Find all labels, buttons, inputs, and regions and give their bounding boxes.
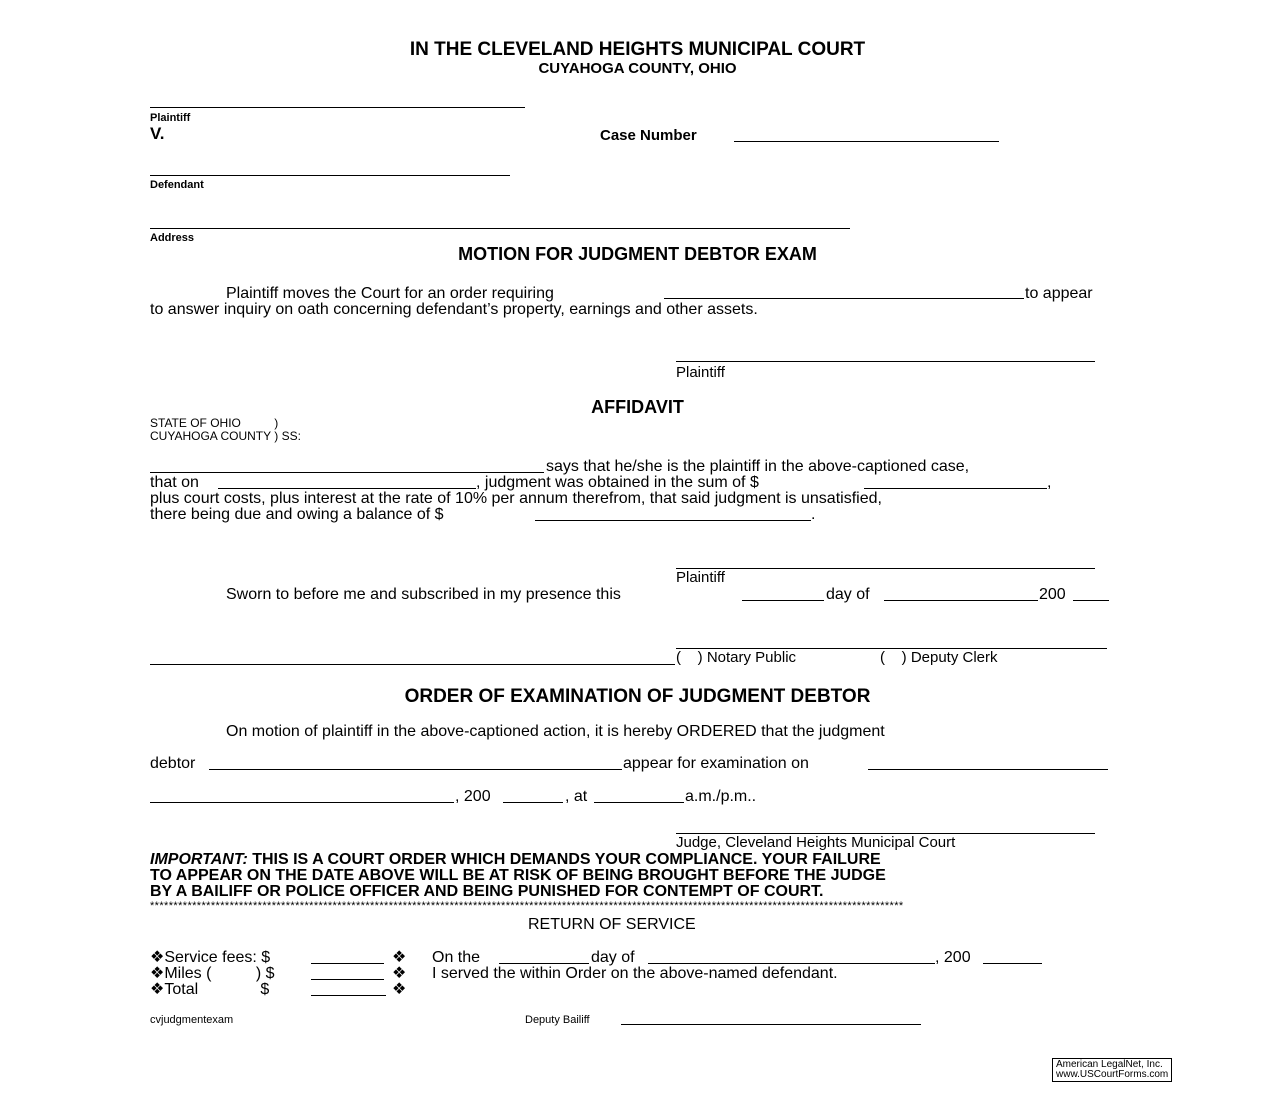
state-line: STATE OF OHIO )	[150, 416, 279, 430]
exam-date-continued-field[interactable]	[150, 802, 454, 803]
judgment-amount-field[interactable]	[864, 488, 1047, 489]
affidavit-signature-line[interactable]	[676, 568, 1095, 569]
address-label: Address	[150, 232, 195, 244]
service-fees-label: ❖Service fees: $	[150, 949, 271, 966]
deputy-clerk-option[interactable]: ( ) Deputy Clerk	[880, 649, 998, 666]
affidavit-line-2c: ,	[1047, 474, 1052, 491]
case-number-field[interactable]	[734, 141, 999, 142]
affidavit-title: AFFIDAVIT	[591, 397, 684, 417]
affidavit-line-2a: that on	[150, 474, 199, 491]
affidavit-line-4a: there being due and owing a balance of $	[150, 506, 444, 523]
return-of-service-title: RETURN OF SERVICE	[528, 916, 696, 933]
important-label: IMPORTANT:	[150, 851, 248, 868]
order-line-1: On motion of plaintiff in the above-captioned action, it is hereby ORDERED that the judgment	[226, 723, 885, 740]
order-debtor-label: debtor	[150, 755, 196, 772]
address-line[interactable]	[150, 228, 850, 229]
judge-label: Judge, Cleveland Heights Municipal Court	[676, 834, 956, 851]
motion-text-1: Plaintiff moves the Court for an order requiring	[226, 285, 554, 302]
order-ampm-text: a.m./p.m..	[685, 788, 757, 805]
sworn-month-field[interactable]	[884, 600, 1038, 601]
plaintiff-line[interactable]	[150, 107, 525, 108]
service-day-field[interactable]	[499, 963, 589, 964]
county-line: CUYAHOGA COUNTY ) SS:	[150, 429, 301, 443]
important-text-1: THIS IS A COURT ORDER WHICH DEMANDS YOUR COMPLIANCE. YOUR FAILURE	[252, 851, 881, 868]
respondent-field[interactable]	[664, 298, 1024, 299]
served-text: I served the within Order on the above-named defendant.	[432, 965, 838, 982]
deputy-bailiff-label: Deputy Bailiff	[525, 1014, 590, 1026]
miles-label: ❖Miles ( ) $	[150, 965, 275, 982]
bullet-3: ❖	[392, 981, 407, 998]
sworn-year-prefix: 200	[1039, 586, 1066, 603]
judgment-date-field[interactable]	[218, 488, 476, 489]
court-title: IN THE CLEVELAND HEIGHTS MUNICIPAL COURT	[409, 39, 866, 60]
sworn-year-field[interactable]	[1073, 600, 1109, 601]
bullet-2: ❖	[392, 965, 407, 982]
motion-signature-label: Plaintiff	[676, 364, 725, 381]
sworn-day-of: day of	[826, 586, 870, 603]
publisher-name: American LegalNet, Inc.	[1056, 1059, 1163, 1070]
order-appear-text: appear for examination on	[623, 755, 809, 772]
service-year-field[interactable]	[983, 963, 1042, 964]
total-field[interactable]	[311, 995, 386, 996]
defendant-line[interactable]	[150, 175, 510, 176]
bullet-1: ❖	[392, 949, 407, 966]
publisher-url: www.USCourtForms.com	[1056, 1069, 1169, 1080]
notary-public-option[interactable]: ( ) Notary Public	[676, 649, 797, 666]
motion-signature-line[interactable]	[676, 361, 1095, 362]
exam-date-field[interactable]	[868, 769, 1108, 770]
form-id: cvjudgmentexam	[150, 1014, 234, 1026]
order-at-text: , at	[565, 788, 588, 805]
exam-year-field[interactable]	[503, 802, 563, 803]
motion-text-1-end: to appear	[1025, 285, 1093, 302]
important-notice-line-3: BY A BAILIFF OR POLICE OFFICER AND BEING PUNISHED FOR CONTEMPT OF COURT.	[150, 883, 824, 900]
county-title: CUYAHOGA COUNTY, OHIO	[538, 60, 737, 77]
affidavit-signature-label: Plaintiff	[676, 569, 725, 586]
affidavit-line-1: says that he/she is the plaintiff in the above-captioned case,	[546, 458, 970, 475]
affidavit-line-4b: .	[811, 506, 816, 523]
publisher-box	[1052, 1058, 1172, 1082]
day-of-label: day of	[591, 949, 635, 966]
deputy-bailiff-signature[interactable]	[621, 1024, 921, 1025]
on-the-label: On the	[432, 949, 481, 966]
order-title: ORDER OF EXAMINATION OF JUDGMENT DEBTOR	[404, 686, 871, 707]
versus-label: V.	[150, 124, 165, 143]
affidavit-line-2b: , judgment was obtained in the sum of $	[476, 474, 759, 491]
separator-stars: *****************************************************************************************************************************************************************	[150, 900, 904, 912]
service-year-prefix: , 200	[935, 949, 971, 966]
important-notice-line-1	[150, 851, 881, 868]
motion-title: MOTION FOR JUDGMENT DEBTOR EXAM	[458, 244, 817, 264]
balance-field[interactable]	[535, 520, 811, 521]
service-fees-field[interactable]	[311, 963, 384, 964]
debtor-name-field[interactable]	[209, 769, 622, 770]
plaintiff-label: Plaintiff	[150, 112, 191, 124]
sworn-day-field[interactable]	[742, 600, 824, 601]
notary-name-line[interactable]	[150, 664, 675, 665]
defendant-label: Defendant	[150, 179, 204, 191]
motion-text-2: to answer inquiry on oath concerning defendant’s property, earnings and other assets.	[150, 301, 758, 318]
miles-field[interactable]	[311, 979, 384, 980]
exam-time-field[interactable]	[594, 802, 684, 803]
order-year-prefix: , 200	[455, 788, 491, 805]
sworn-text: Sworn to before me and subscribed in my presence this	[226, 586, 621, 603]
case-number-label: Case Number	[600, 127, 697, 144]
affidavit-line-3: plus court costs, plus interest at the rate of 10% per annum therefrom, that said judgment is unsatisfied,	[150, 490, 882, 507]
total-label: ❖Total $	[150, 981, 270, 998]
affiant-field[interactable]	[150, 472, 544, 473]
service-month-field[interactable]	[648, 963, 935, 964]
important-notice-line-2: TO APPEAR ON THE DATE ABOVE WILL BE AT RISK OF BEING BROUGHT BEFORE THE JUDGE	[150, 867, 886, 884]
